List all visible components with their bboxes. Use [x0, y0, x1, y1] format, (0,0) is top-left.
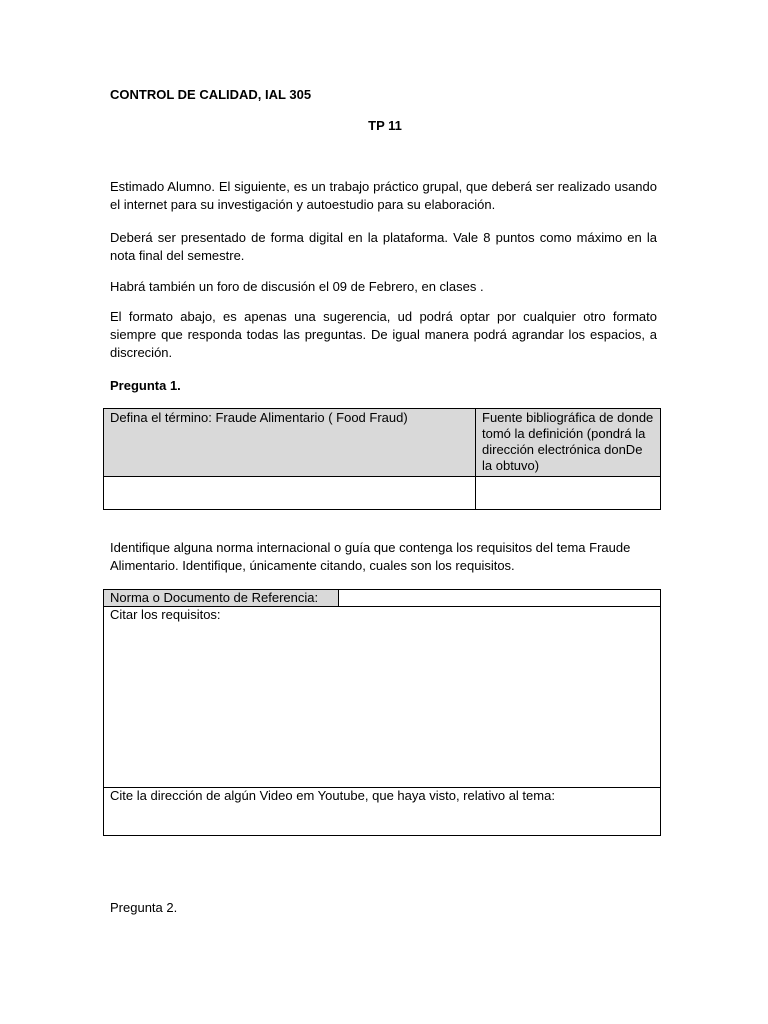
document-title: CONTROL DE CALIDAD, IAL 305 — [110, 87, 312, 102]
reference-answer-cell[interactable] — [339, 590, 661, 607]
definition-table — [103, 408, 661, 510]
reference-label: Norma o Documento de Referencia: — [104, 590, 339, 607]
source-answer-cell[interactable] — [476, 477, 661, 510]
intro-paragraph-2: Deberá ser presentado de forma digital en la plataforma. Vale 8 puntos como máximo en la nota final del semestre. — [110, 230, 657, 263]
instruction-paragraph: Identifique alguna norma internacional o guía que contenga los requisitos del tema Fraude Alimentario. Identifique, únicamente citando, cuales son los requisitos. — [110, 540, 631, 573]
intro-paragraph-1: Estimado Alumno. El siguiente, es un trabajo práctico grupal, que deberá ser realizado usando el internet para su investigación y autoestudio para su elaboración. — [110, 179, 657, 212]
intro-paragraph-3: Habrá también un foro de discusión el 09 de Febrero, en clases . — [110, 279, 484, 294]
question-1-heading: Pregunta 1. — [110, 378, 181, 393]
requirements-label: Citar los requisitos: — [110, 607, 221, 622]
definition-answer-cell[interactable] — [104, 477, 476, 510]
definition-header: Defina el término: Fraude Alimentario ( Food Fraud) — [104, 409, 476, 477]
requirements-table — [103, 589, 661, 836]
tp-number: TP 11 — [368, 118, 402, 133]
video-cell[interactable] — [104, 788, 661, 836]
source-header: Fuente bibliográfica de donde tomó la definición (pondrá la dirección electrónica donDe la obtuvo) — [476, 409, 661, 477]
requirements-cell[interactable] — [104, 607, 661, 788]
video-label: Cite la dirección de algún Video em Youtube, que haya visto, relativo al tema: — [110, 788, 555, 803]
intro-paragraph-4: El formato abajo, es apenas una sugerencia, ud podrá optar por cualquier otro formato siempre que responda todas las preguntas. De igual manera podrá agrandar los espacios, a discreción. — [110, 309, 657, 360]
question-2-heading: Pregunta 2. — [110, 900, 178, 915]
